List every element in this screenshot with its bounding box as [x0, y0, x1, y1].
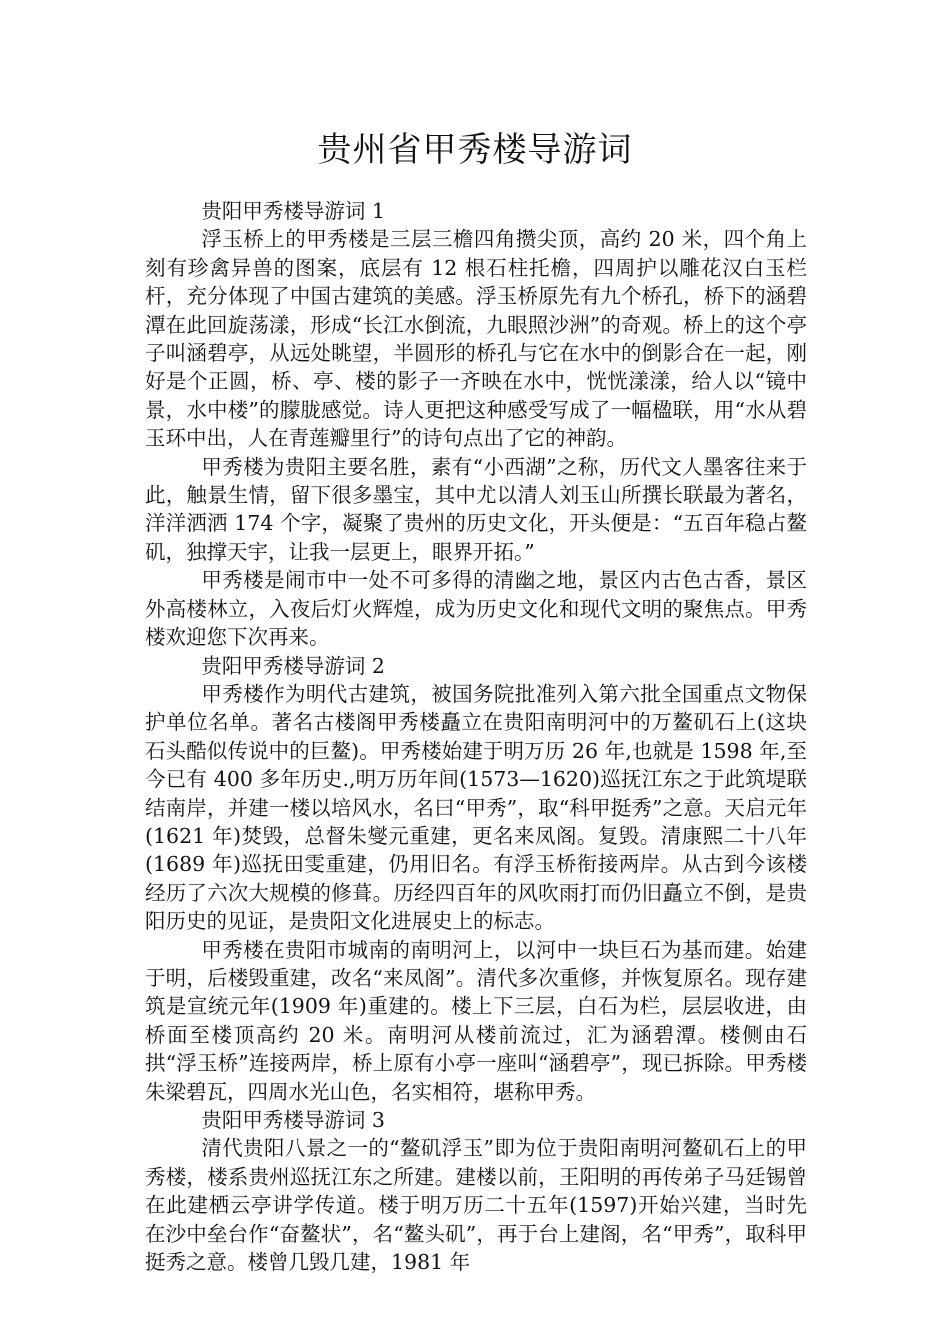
section-heading: 贵阳甲秀楼导游词 1 [201, 199, 385, 223]
paragraph: 甲秀楼为贵阳主要名胜，素有“小西湖”之称，历代文人墨客往来于此，触景生情，留下很多墨宝，其中尤以清人刘玉山所撰长联最为著名，洋洋洒洒 174 个字，凝聚了贵州的历史文化，开头便是：“五百年稳占鳌矶，独撑天宇，让我一层更上，眼界开拓。” [145, 454, 807, 564]
paragraph: 甲秀楼是闹市中一处不可多得的清幽之地，景区内古色古香，景区外高楼林立，入夜后灯火辉煌，成为历史文化和现代文明的聚焦点。甲秀楼欢迎您下次再来。 [145, 568, 807, 650]
section-heading: 贵阳甲秀楼导游词 3 [201, 1108, 385, 1132]
paragraph: 清代贵阳八景之一的“鳌矶浮玉”即为位于贵阳南明河鳌矶石上的甲秀楼，楼系贵州巡抚江东之所建。建楼以前，王阳明的再传弟子马廷锡曾在此建栖云亭讲学传道。楼于明万历二十五年(1597)开始兴建，当时先在沙中垒台作“奋鳌状”，名“鳌头矶”，再于台上建阁，名“甲秀”，取科甲挺秀之意。楼曾几毁几建，1981 年 [145, 1136, 807, 1275]
page-title: 贵州省甲秀楼导游词 [317, 130, 633, 170]
paragraph: 浮玉桥上的甲秀楼是三层三檐四角攒尖顶，高约 20 米，四个角上刻有珍禽异兽的图案，底层有 12 根石柱托檐，四周护以雕花汉白玉栏杆，充分体现了中国古建筑的美感。浮玉桥原先有九个桥孔，桥下的涵碧潭在此回旋荡漾，形成“长江水倒流，九眼照沙洲”的奇观。桥上的这个亭子叫涵碧亭，从远处眺望，半圆形的桥孔与它在水中的倒影合在一起，刚好是个正圆，桥、亭、楼的影子一齐映在水中，恍恍漾漾，给人以“镜中景，水中楼”的朦胧感觉。诗人更把这种感受写成了一幅楹联，用“水从碧玉环中出，人在青莲瓣里行”的诗句点出了它的神韵。 [145, 227, 807, 451]
paragraph: 甲秀楼作为明代古建筑，被国务院批准列入第六批全国重点文物保护单位名单。著名古楼阁甲秀楼矗立在贵阳南明河中的万鳌矶石上(这块石头酷似传说中的巨鳌)。甲秀楼始建于明万历 26 年,也就是 1598 年,至今已有 400 多年历史.,明万历年间(1573—1620)巡抚江东之于此筑堤联结南岸，并建一楼以培风水，名曰“甲秀”，取“科甲挺秀”之意。天启元年(1621 年)焚毁，总督朱燮元重建，更名来凤阁。复毁。清康熙二十八年(1689 年)巡抚田雯重建，仍用旧名。有浮玉桥衔接两岸。从古到今该楼经历了六次大规模的修葺。历经四百年的风吹雨打而仍旧矗立不倒，是贵阳历史的见证，是贵阳文化进展史上的标志。 [145, 681, 807, 934]
paragraph: 甲秀楼在贵阳市城南的南明河上，以河中一块巨石为基而建。始建于明，后楼毁重建，改名“来凤阁”。清代多次重修，并恢复原名。现存建筑是宣统元年(1909 年)重建的。楼上下三层，白石为栏，层层收进，由桥面至楼顶高约 20 米。南明河从楼前流过，汇为涵碧潭。楼侧由石拱“浮玉桥”连接两岸，桥上原有小亭一座叫“涵碧亭”，现已拆除。甲秀楼朱梁碧瓦，四周水光山色，名实相符，堪称甲秀。 [145, 937, 807, 1104]
section-heading: 贵阳甲秀楼导游词 2 [201, 653, 385, 678]
document-body [145, 197, 807, 1276]
